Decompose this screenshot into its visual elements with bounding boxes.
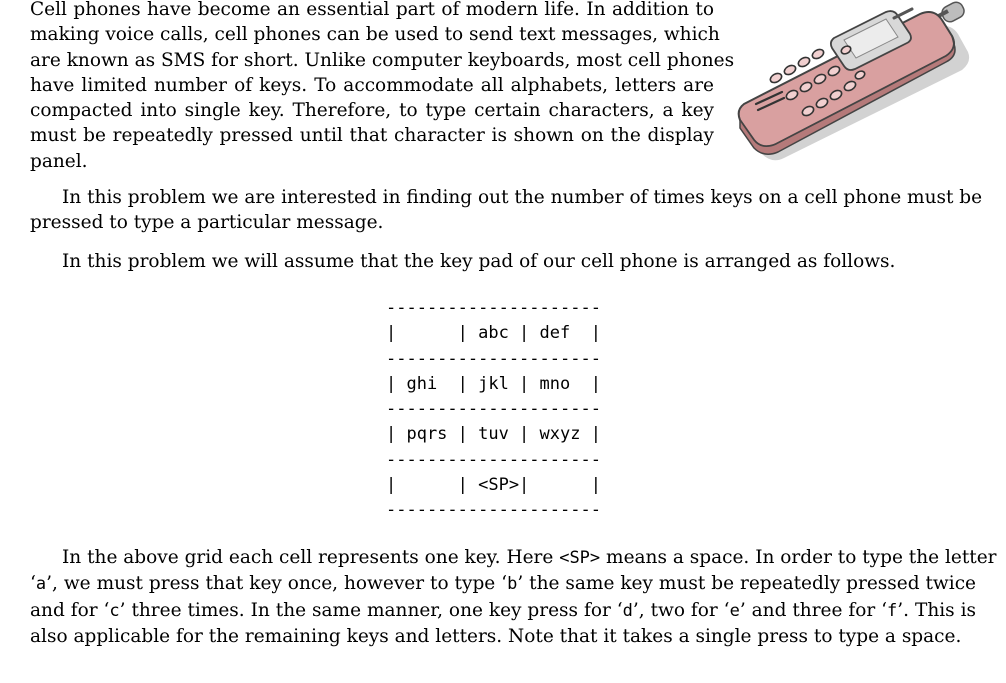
text-line: also applicable for the remaining keys and letters. Note that it takes a single press to type a space. [30, 625, 962, 647]
explanation-paragraph [30, 545, 997, 649]
grid-line: --------------------- [386, 348, 601, 369]
code-letter: e [729, 600, 740, 621]
code-sp: <SP> [559, 548, 601, 568]
text-line [30, 545, 997, 571]
grid-line: --------------------- [386, 500, 601, 521]
text-fragment: ’. This is [897, 599, 976, 621]
text-line: making voice calls, cell phones can be used to send text messages, which [30, 24, 720, 46]
text-fragment: ’, two for ‘ [632, 599, 730, 621]
code-letter: d [622, 600, 633, 621]
grid-line: --------------------- [386, 399, 601, 420]
grid-line: | pqrs | tuv | wxyz | [386, 424, 601, 445]
text-fragment: ’ and three for ‘ [739, 599, 888, 621]
grid-line: --------------------- [386, 298, 601, 318]
grid-line: | | <SP>| | [386, 475, 601, 496]
intro-paragraph [30, 0, 735, 174]
code-letter: a [35, 574, 47, 595]
grid-line: | ghi | jkl | mno | [386, 373, 601, 394]
text-line: panel. [30, 150, 88, 172]
text-line: must be repeatedly pressed until that character is shown on the display [30, 125, 714, 147]
text-fragment: ’ three times. In the same manner, one key press for ‘ [119, 599, 623, 621]
text-line: In this problem we are interested in finding out the number of times keys on a cell phone must be [62, 187, 983, 208]
text-line: compacted into single key. Therefore, to type certain characters, a key [30, 100, 714, 122]
text-fragment: ‘ [30, 573, 36, 595]
code-letter: b [507, 574, 518, 595]
grid-line: | | abc | def | [386, 323, 601, 344]
text-line: pressed to type a particular message. [30, 212, 384, 234]
text-fragment: means a space. In order to type the letter [600, 547, 997, 568]
text-line [30, 571, 976, 597]
text-line: are known as SMS for short. Unlike computer keyboards, most cell phones [30, 49, 735, 71]
text-line: Cell phones have become an essential part of modern life. In addition to [30, 0, 714, 20]
grid-line: --------------------- [386, 449, 601, 470]
problem-paragraph [30, 185, 983, 236]
code-letter: c [109, 600, 120, 621]
cell-phone-icon [736, 0, 982, 162]
text-fragment: and for ‘ [30, 599, 110, 621]
assumption-paragraph [30, 249, 976, 274]
text-line: In this problem we will assume that the key pad of our cell phone is arranged as follows. [62, 251, 896, 272]
text-fragment: ’, we must press that key once, however to type ‘ [46, 573, 508, 595]
text-fragment: In the above grid each cell represents one key. Here [62, 547, 560, 568]
text-line: have limited number of keys. To accommodate all alphabets, letters are [30, 74, 714, 96]
code-letter: f [887, 600, 898, 621]
text-line [30, 598, 976, 624]
keypad-grid [386, 296, 601, 524]
text-fragment: ’ the same key must be repeatedly pressed twice [517, 573, 976, 595]
